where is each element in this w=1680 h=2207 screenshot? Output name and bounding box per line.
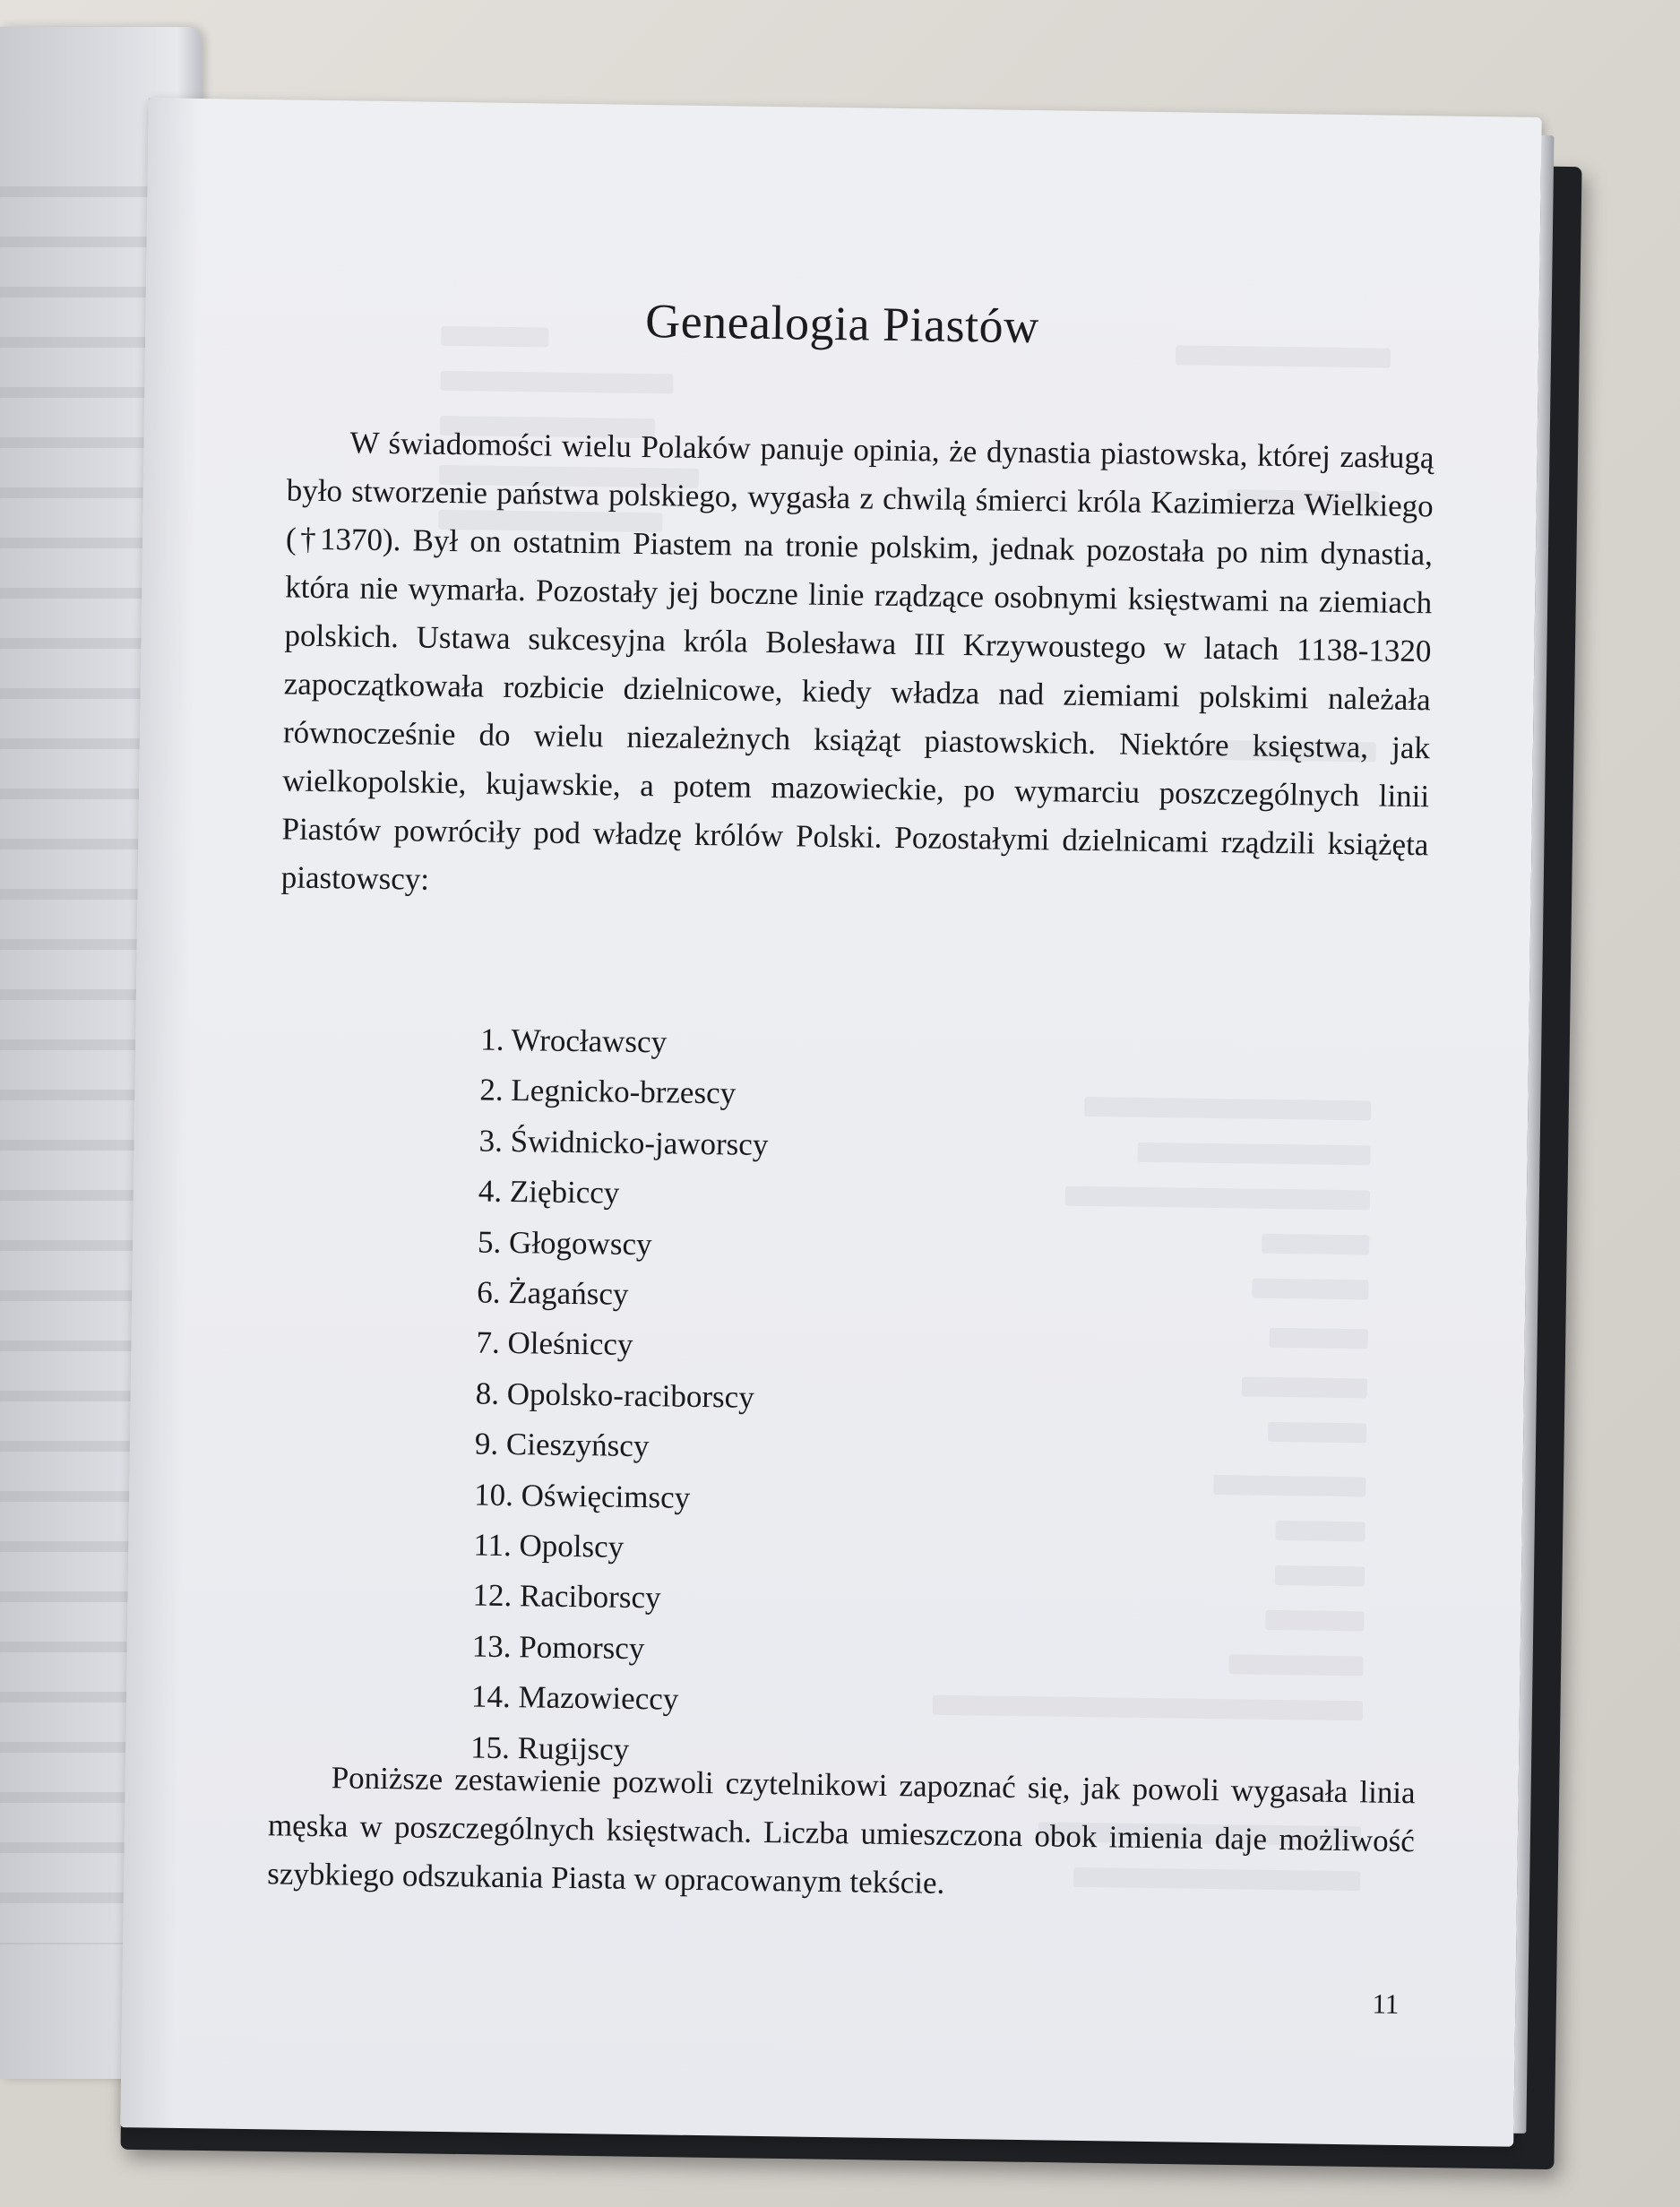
book-page (120, 98, 1541, 2146)
closing-paragraph: Poniższe zestawienie pozwoli czytelnikowi zapoznać się, jak powoli wygasała linia męska w poszczególnych księstwach. Liczba umieszczona obok imienia daje możliwość szybkiego odszukania Piasta w opracowanym tekście. (266, 1760, 1416, 1901)
list-item: 4. Ziębiccy (478, 1173, 620, 1211)
list-item: 11. Opolscy (473, 1527, 625, 1565)
piast-houses-list (470, 1015, 771, 1778)
list-item: 2. Legnicko-brzescy (479, 1072, 737, 1111)
list-item: 7. Oleśniccy (476, 1324, 633, 1363)
list-item: 14. Mazowieccy (470, 1678, 679, 1717)
list-item: 5. Głogowscy (477, 1224, 652, 1262)
list-item: 15. Rugijscy (470, 1729, 630, 1767)
list-item: 3. Świdnicko-jaworscy (478, 1123, 769, 1162)
list-item: 10. Oświęcimscy (473, 1477, 691, 1515)
page-number: 11 (1372, 1987, 1400, 2020)
page-title: Genealogia Piastów (644, 294, 1040, 354)
list-item: 8. Opolsko-raciborscy (475, 1375, 755, 1415)
list-item: 13. Pomorscy (471, 1628, 645, 1667)
list-item: 9. Cieszyńscy (474, 1426, 650, 1464)
intro-paragraph: W świadomości wielu Polaków panuje opinia, że dynastia piastowska, której zasługą było stworzenie państwa polskiego, wygasła z chwilą śmierci króla Kazimierza Wielkiego (†1370). Był on ostatnim Piastem na tronie polskim, jednak pozostała po nim dynastia, która nie wymarła. Pozostały jej boczne linie rządzące osobnymi księstwami na ziemiach polskich. Ustawa sukcesyjna króla Bolesława III Krzywoustego w latach 1138-1320 zapoczątkowała rozbicie dzielnicowe, kiedy władza nad ziemiami polskimi należała równocześnie do wielu niezależnych książąt piastowskich. Niektóre księstwa, jak wielkopolskie, kujawskie, a potem mazowieckie, po wymarciu poszczególnych linii Piastów powróciły pod władzę królów Polski. Pozostałymi dzielnicami rządzili książęta piastowscy: (280, 425, 1434, 897)
list-item: 6. Żagańscy (477, 1274, 629, 1312)
list-item: 12. Raciborscy (472, 1577, 661, 1616)
list-item: 1. Wrocławscy (479, 1022, 668, 1060)
